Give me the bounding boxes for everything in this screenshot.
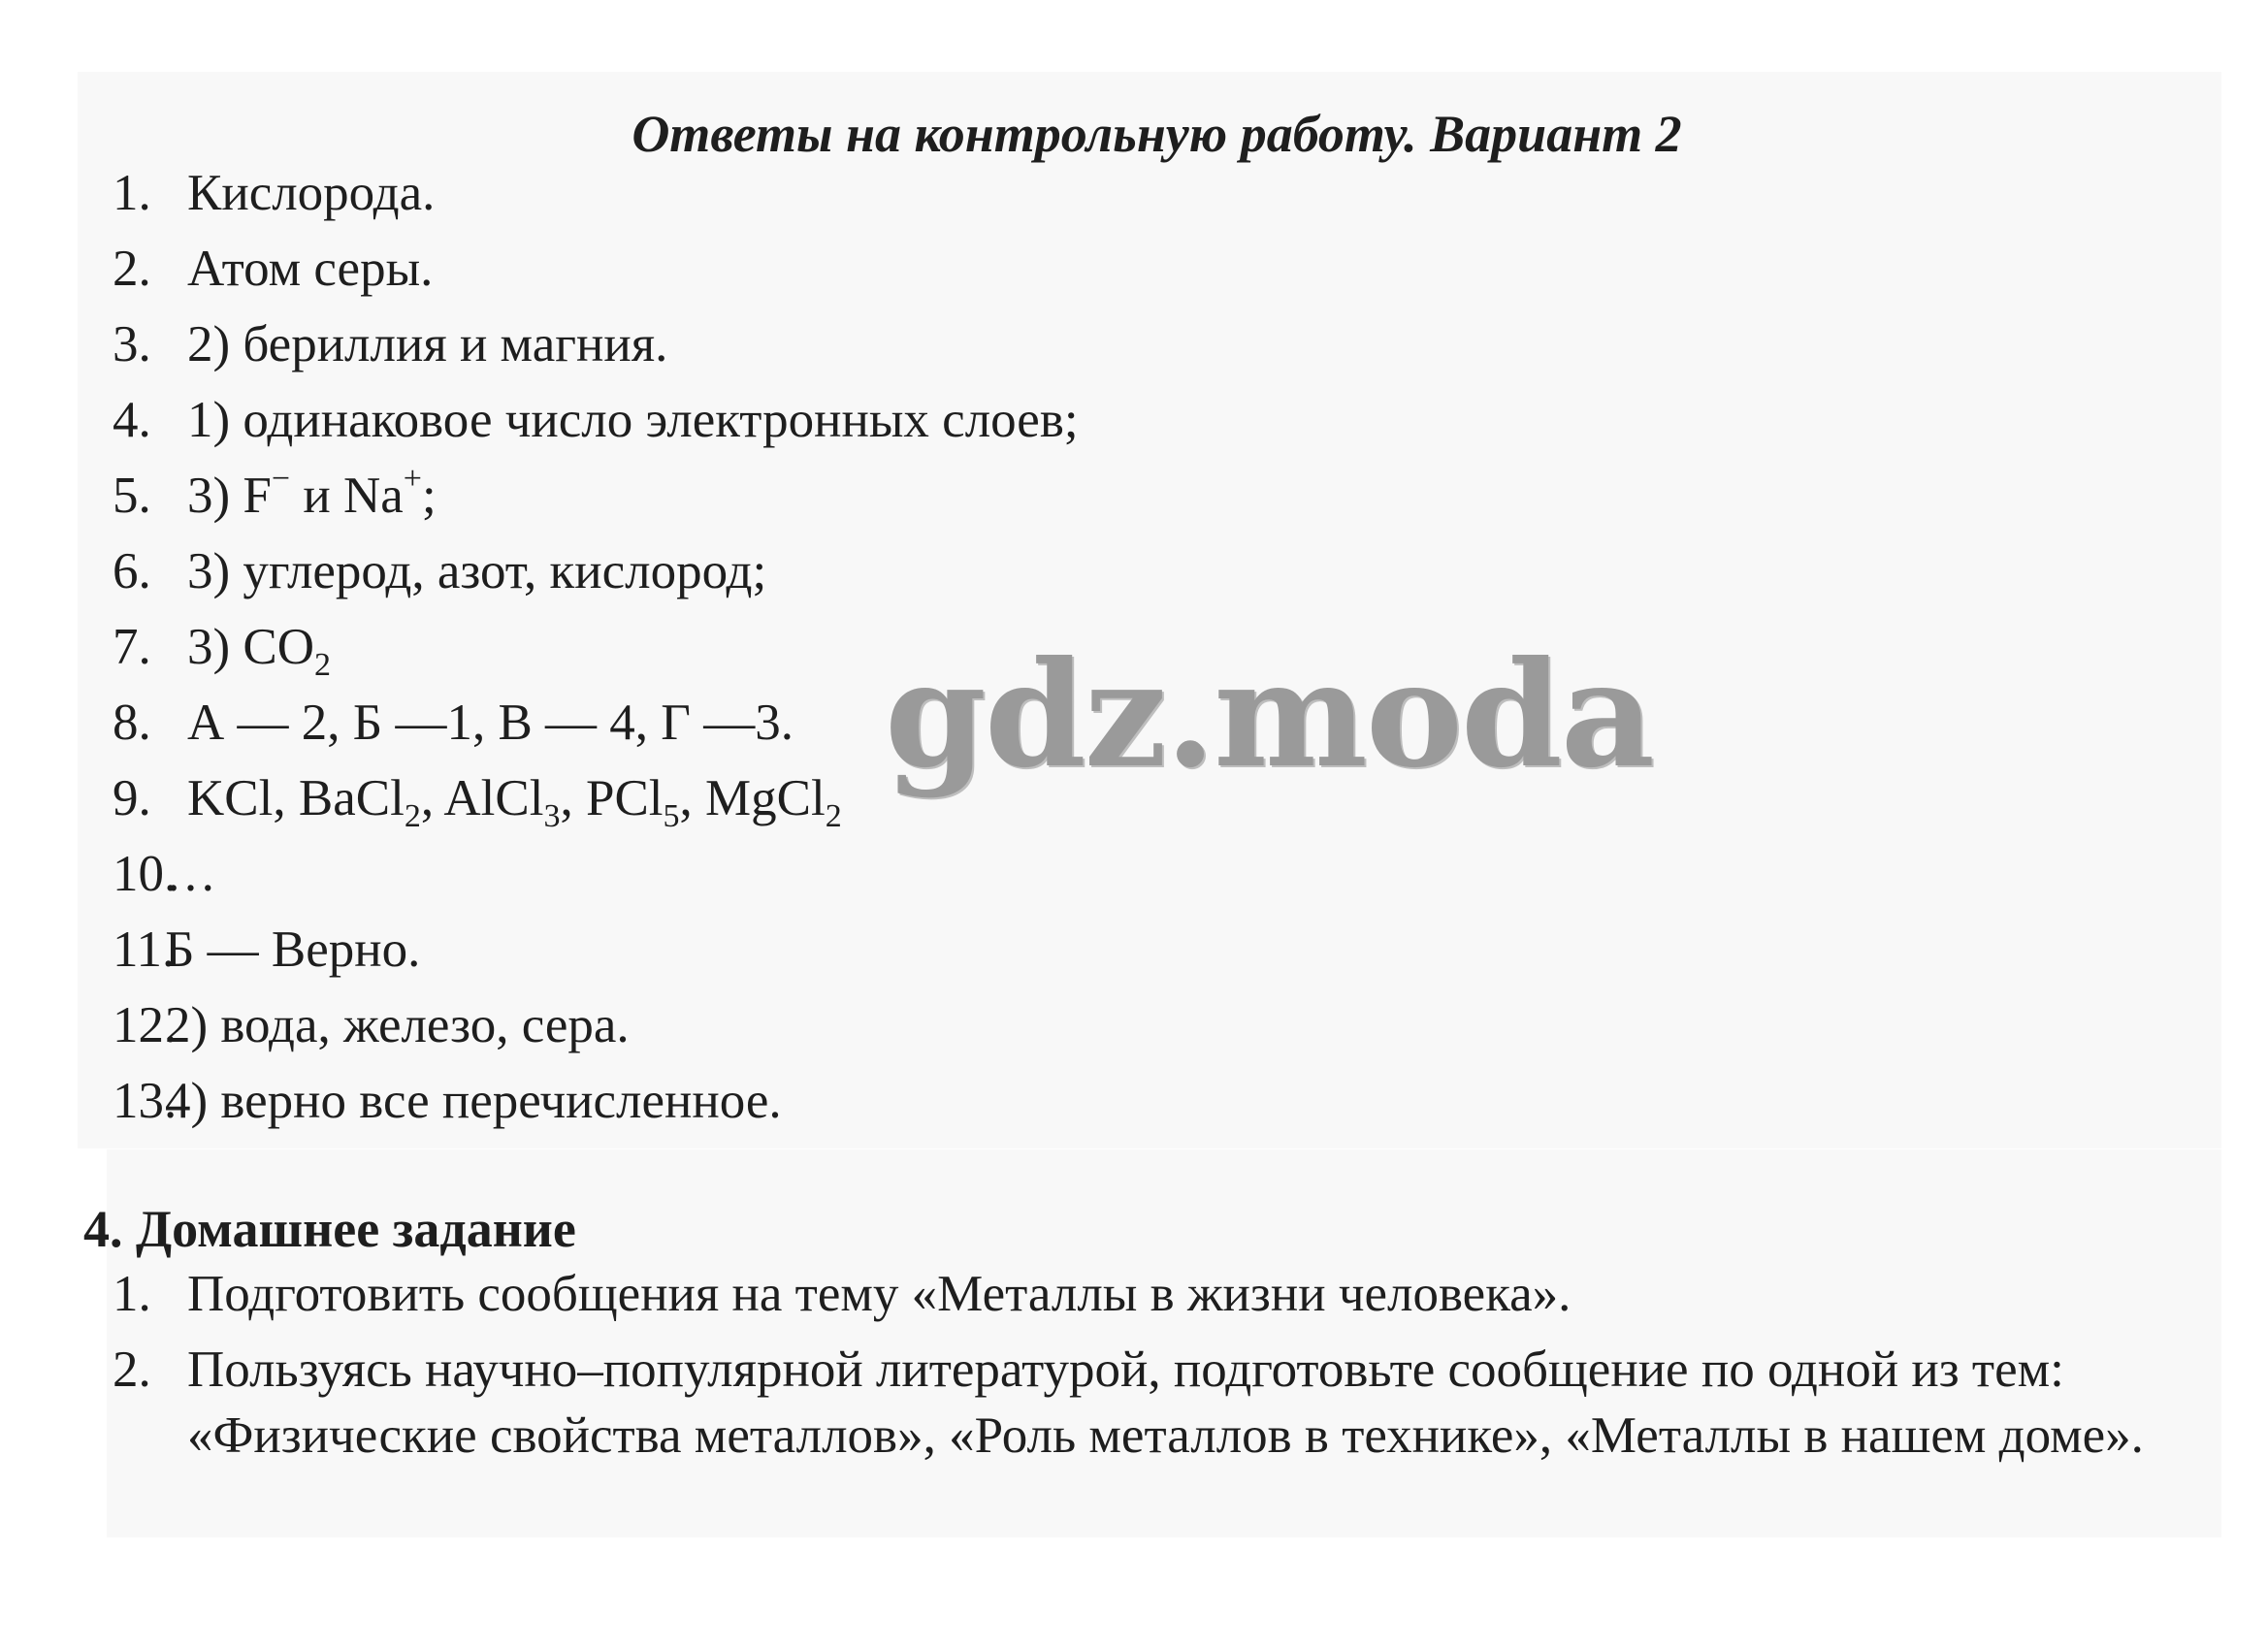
homework-item-1 [0,1261,2186,1327]
answer-number: 13. [113,1073,178,1129]
answer-text: Атом серы. [187,241,434,297]
homework-number: 2. [113,1342,151,1398]
answer-text-part: , PCl [560,770,664,826]
answer-text-part: KCl, BaCl [187,770,405,826]
answer-number: 6. [113,543,151,599]
answer-text-part: , MgCl [679,770,826,826]
ion-charge: − [271,461,291,497]
answer-text [187,609,331,685]
homework-text: Подготовить сообщения на тему «Металлы в жизни человека». [187,1266,1571,1322]
answer-number: 4. [113,392,151,448]
answer-text [187,760,842,836]
answer-number: 7. [113,619,151,675]
formula-subscript: 5 [663,798,680,834]
answer-text-part: 3) F [187,468,272,524]
answer-text: Кислорода. [187,165,436,221]
answer-number: 3. [113,316,151,372]
formula-subscript: 3 [543,798,561,834]
formula-subscript: 2 [404,798,421,834]
answer-text: 4) верно все перечисленное. [165,1073,782,1129]
answer-number: 9. [113,770,151,826]
answer-text: А — 2, Б —1, В — 4, Г —3. [187,695,794,751]
formula-subscript: 2 [825,798,842,834]
answer-number: 11. [113,922,176,978]
answer-text [187,458,437,534]
answer-number: 10. [113,846,178,902]
answer-text-part: и Na [290,468,404,524]
answer-number: 12. [113,997,178,1053]
answer-text: … [165,846,216,902]
homework-list [0,1261,2186,1478]
watermark-logo: gdz.moda [885,630,1654,800]
answer-text: 1) одинаковое число электронных слоев; [187,392,1079,448]
homework-item-2 [0,1337,2186,1469]
answer-text-part: , AlCl [420,770,544,826]
answer-text: Б — Верно. [165,922,421,978]
answer-text: 2) бериллия и магния. [187,316,668,372]
answer-text-part: ; [421,468,437,524]
answer-text: 3) углерод, азот, кислород; [187,543,767,599]
answer-number: 2. [113,241,151,297]
formula-subscript: 2 [314,647,332,683]
answer-number: 5. [113,468,151,524]
homework-text: Пользуясь научно–популярной литературой, подготовьте сообщение по одной из тем: «Физические свойства металлов», «Роль металлов в технике», «Металлы в нашем доме». [187,1342,2144,1464]
homework-number: 1. [113,1266,151,1322]
answer-number: 1. [113,165,151,221]
ion-charge: + [403,461,422,497]
answer-number: 8. [113,695,151,751]
homework-heading: 4. Домашнее задание [83,1200,576,1258]
answer-text-part: 3) CO [187,619,315,675]
answer-text: 2) вода, железо, сера. [165,997,630,1053]
page-title: Ответы на контрольную работу. Вариант 2 [632,105,1682,163]
